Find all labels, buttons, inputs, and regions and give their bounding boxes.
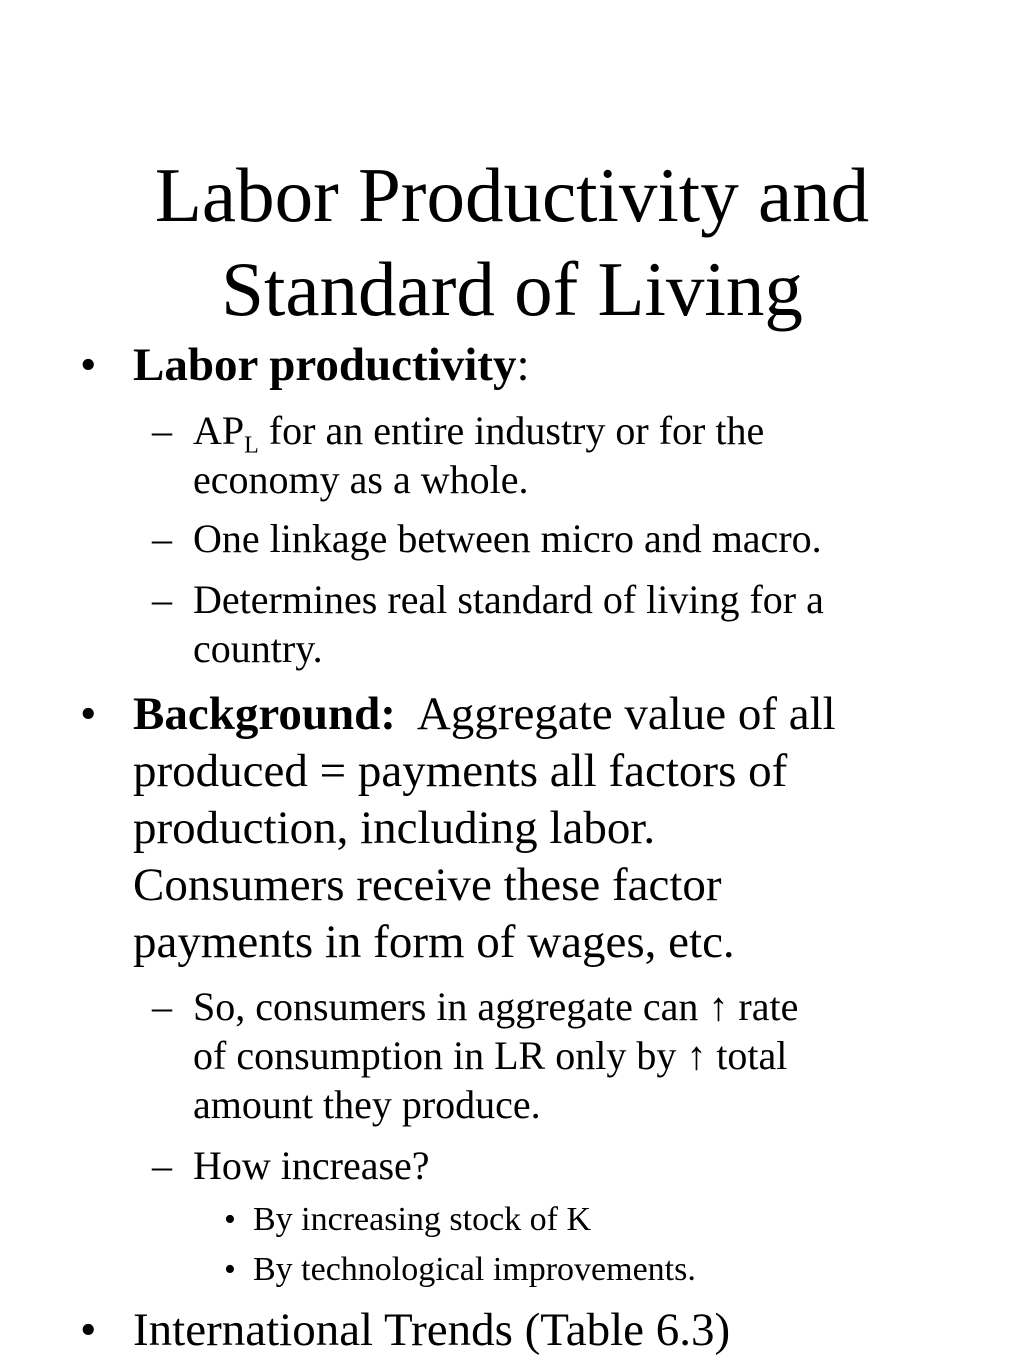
bullet-labor-productivity xyxy=(133,337,530,393)
sub-item-so-consumers-line-3: amount they produce. xyxy=(193,1082,541,1127)
dash-marker: – xyxy=(152,516,172,561)
sub-sub-item-stock: By increasing stock of K xyxy=(253,1201,592,1238)
labor-productivity-colon: : xyxy=(516,339,530,391)
bullet-marker: • xyxy=(80,339,97,391)
labor-productivity-term: Labor productivity xyxy=(133,339,517,391)
sub-item-determines-continuation: country. xyxy=(193,626,323,671)
dash-marker: – xyxy=(152,1143,172,1188)
background-text: Aggregate value of all xyxy=(395,688,836,740)
sub-sub-item-tech: By technological improvements. xyxy=(253,1251,696,1288)
sub-item-apl-continuation: economy as a whole. xyxy=(193,457,529,502)
title-line-1: Labor Productivity and xyxy=(154,152,870,238)
apl-subscript: L xyxy=(244,432,259,459)
sub-item-linkage: One linkage between micro and macro. xyxy=(193,516,822,561)
background-line-4: Consumers receive these factor xyxy=(133,859,722,911)
sub-item-apl xyxy=(193,406,765,459)
apl-main: AP xyxy=(193,408,245,453)
dash-marker: – xyxy=(152,408,172,453)
background-line-2: produced = payments all factors of xyxy=(133,745,788,797)
dash-marker: – xyxy=(152,577,172,622)
sub-item-determines: Determines real standard of living for a xyxy=(193,577,824,622)
background-term: Background: xyxy=(133,688,396,740)
background-line-3: production, including labor. xyxy=(133,802,656,854)
sub-item-so-consumers: So, consumers in aggregate can ↑ rate xyxy=(193,984,799,1029)
apl-rest: for an entire industry or for the xyxy=(258,408,765,453)
bullet-marker: • xyxy=(224,1201,236,1238)
slide-title xyxy=(0,148,1024,336)
sub-item-so-consumers-line-2: of consumption in LR only by ↑ total xyxy=(193,1033,788,1078)
sub-item-how-increase: How increase? xyxy=(193,1143,430,1188)
bullet-background xyxy=(133,686,836,742)
dash-marker: – xyxy=(152,984,172,1029)
title-line-2: Standard of Living xyxy=(221,246,803,332)
bullet-international-trends: International Trends (Table 6.3) xyxy=(133,1304,731,1356)
bullet-marker: • xyxy=(224,1251,236,1288)
background-line-5: payments in form of wages, etc. xyxy=(133,916,735,968)
bullet-marker: • xyxy=(80,688,97,740)
bullet-marker: • xyxy=(80,1304,97,1356)
